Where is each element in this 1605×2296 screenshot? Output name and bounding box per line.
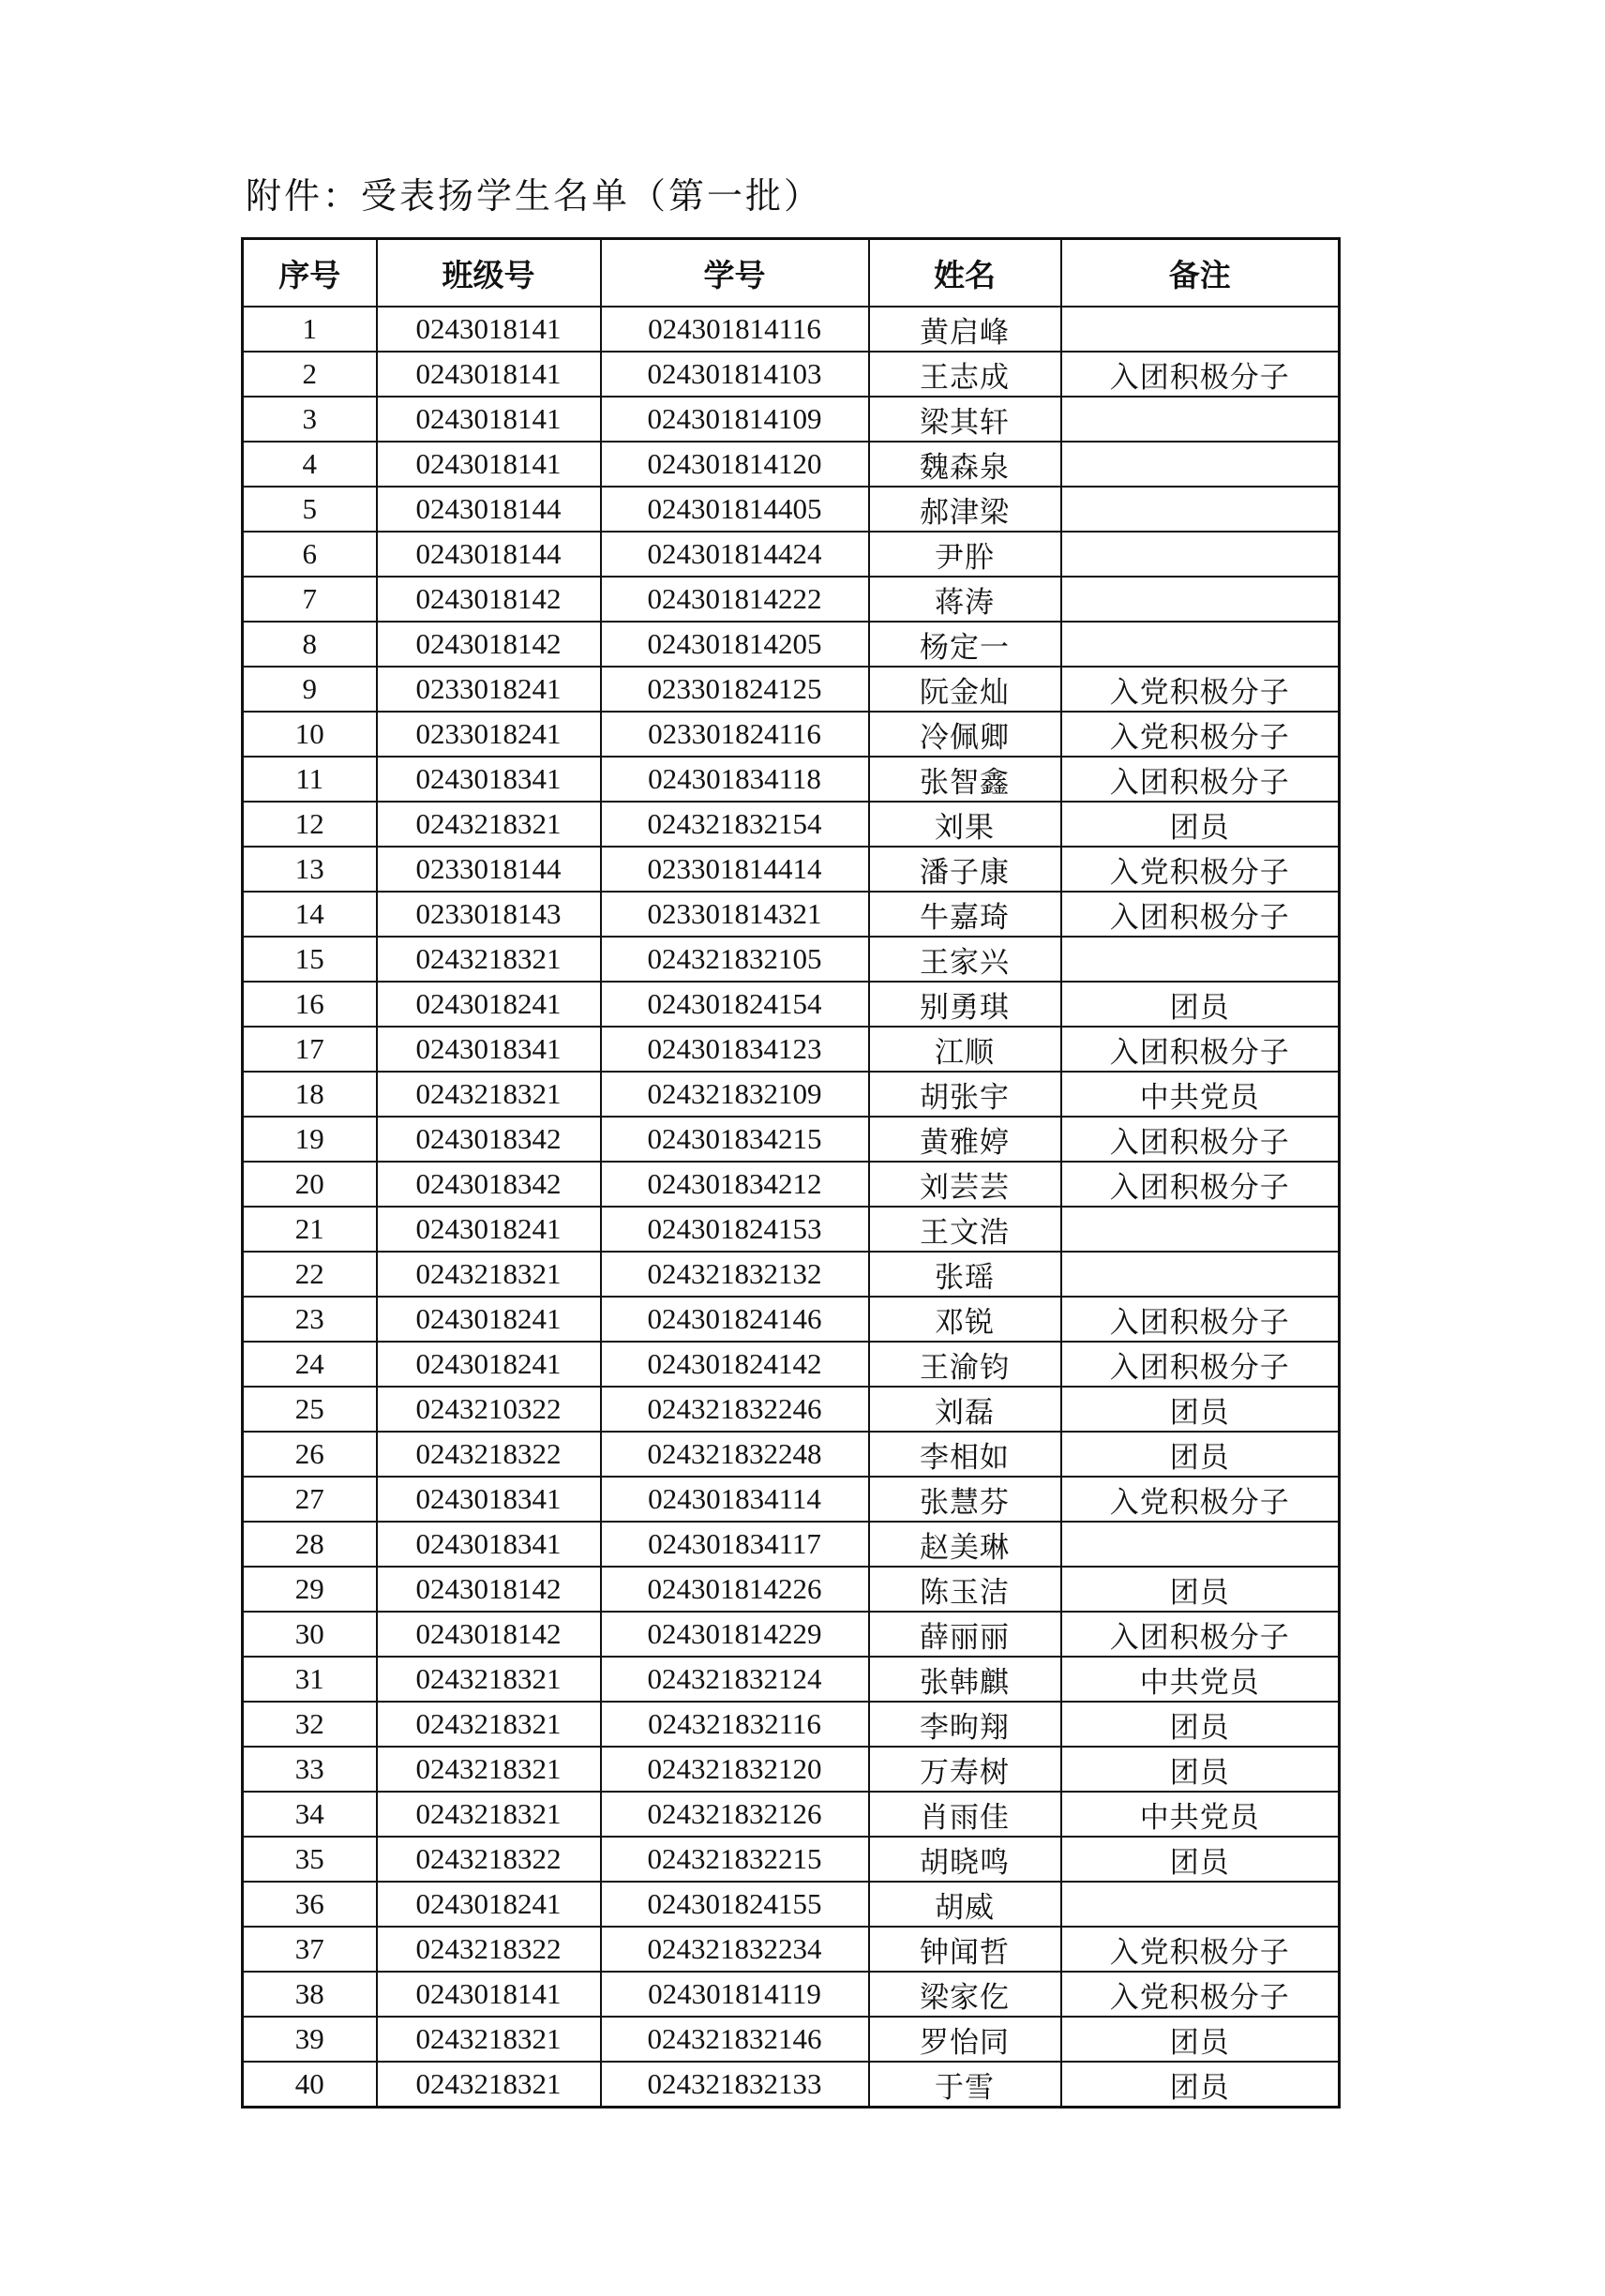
cell-index: 26 — [243, 1432, 377, 1477]
cell-remark: 团员 — [1061, 2017, 1340, 2062]
cell-remark: 入团积极分子 — [1061, 892, 1340, 937]
cell-name: 李昫翔 — [869, 1702, 1061, 1747]
cell-name: 胡晓鸣 — [869, 1837, 1061, 1882]
table-row — [243, 982, 1340, 1027]
table-row — [243, 1612, 1340, 1657]
cell-remark — [1061, 307, 1340, 352]
cell-class-number: 0243018342 — [377, 1117, 601, 1162]
cell-student-number: 024301834118 — [601, 757, 869, 802]
cell-remark: 中共党员 — [1061, 1657, 1340, 1702]
cell-class-number: 0233018144 — [377, 847, 601, 892]
cell-remark: 团员 — [1061, 1387, 1340, 1432]
cell-class-number: 0243218321 — [377, 1702, 601, 1747]
cell-remark: 团员 — [1061, 1747, 1340, 1792]
table-row — [243, 1702, 1340, 1747]
cell-student-number: 024321832116 — [601, 1702, 869, 1747]
table-row — [243, 1117, 1340, 1162]
cell-index: 33 — [243, 1747, 377, 1792]
cell-index: 1 — [243, 307, 377, 352]
table-row — [243, 1522, 1340, 1567]
cell-remark: 团员 — [1061, 1702, 1340, 1747]
cell-class-number: 0243018341 — [377, 1477, 601, 1522]
cell-name: 别勇琪 — [869, 982, 1061, 1027]
cell-index: 10 — [243, 712, 377, 757]
table-row — [243, 2017, 1340, 2062]
cell-class-number: 0243018241 — [377, 1207, 601, 1252]
cell-student-number: 024301814109 — [601, 397, 869, 442]
header-student-number: 学号 — [601, 239, 869, 308]
cell-remark — [1061, 1252, 1340, 1297]
table-row — [243, 1342, 1340, 1387]
cell-name: 江顺 — [869, 1027, 1061, 1072]
cell-name: 张瑶 — [869, 1252, 1061, 1297]
cell-student-number: 024301834123 — [601, 1027, 869, 1072]
cell-index: 22 — [243, 1252, 377, 1297]
table-row — [243, 577, 1340, 622]
cell-index: 37 — [243, 1927, 377, 1972]
cell-index: 9 — [243, 667, 377, 712]
cell-index: 23 — [243, 1297, 377, 1342]
cell-class-number: 0243218321 — [377, 2017, 601, 2062]
cell-index: 28 — [243, 1522, 377, 1567]
header-name: 姓名 — [869, 239, 1061, 308]
cell-class-number: 0243218321 — [377, 1747, 601, 1792]
cell-remark: 入团积极分子 — [1061, 1612, 1340, 1657]
cell-class-number: 0243018241 — [377, 1297, 601, 1342]
cell-student-number: 024301824154 — [601, 982, 869, 1027]
cell-name: 刘果 — [869, 802, 1061, 847]
cell-name: 梁其轩 — [869, 397, 1061, 442]
cell-class-number: 0243018341 — [377, 1027, 601, 1072]
cell-name: 张慧芬 — [869, 1477, 1061, 1522]
cell-remark: 中共党员 — [1061, 1792, 1340, 1837]
cell-class-number: 0243218321 — [377, 1072, 601, 1117]
cell-class-number: 0243218321 — [377, 2062, 601, 2108]
cell-name: 陈玉洁 — [869, 1567, 1061, 1612]
table-row — [243, 937, 1340, 982]
cell-class-number: 0243018141 — [377, 442, 601, 487]
cell-index: 20 — [243, 1162, 377, 1207]
cell-class-number: 0243018241 — [377, 1882, 601, 1927]
table-row — [243, 352, 1340, 397]
cell-index: 29 — [243, 1567, 377, 1612]
cell-class-number: 0243218321 — [377, 1252, 601, 1297]
cell-name: 尹肸 — [869, 532, 1061, 577]
table-row — [243, 712, 1340, 757]
cell-class-number: 0243018341 — [377, 757, 601, 802]
cell-index: 17 — [243, 1027, 377, 1072]
cell-class-number: 0243018142 — [377, 577, 601, 622]
cell-index: 40 — [243, 2062, 377, 2108]
table-row — [243, 1207, 1340, 1252]
table-row — [243, 442, 1340, 487]
cell-name: 张智鑫 — [869, 757, 1061, 802]
cell-remark: 入团积极分子 — [1061, 1162, 1340, 1207]
table-row — [243, 667, 1340, 712]
table-row — [243, 1837, 1340, 1882]
cell-index: 25 — [243, 1387, 377, 1432]
table-row — [243, 1927, 1340, 1972]
table-row — [243, 532, 1340, 577]
cell-name: 张韩麒 — [869, 1657, 1061, 1702]
table-row — [243, 1297, 1340, 1342]
cell-index: 15 — [243, 937, 377, 982]
cell-name: 阮金灿 — [869, 667, 1061, 712]
cell-remark — [1061, 397, 1340, 442]
cell-remark: 团员 — [1061, 2062, 1340, 2108]
cell-remark: 团员 — [1061, 982, 1340, 1027]
cell-student-number: 024301814222 — [601, 577, 869, 622]
table-row — [243, 1072, 1340, 1117]
cell-index: 7 — [243, 577, 377, 622]
table-header-row — [243, 239, 1340, 308]
cell-class-number: 0243018241 — [377, 1342, 601, 1387]
cell-class-number: 0243018141 — [377, 352, 601, 397]
cell-student-number: 024301834212 — [601, 1162, 869, 1207]
cell-student-number: 024321832248 — [601, 1432, 869, 1477]
cell-index: 21 — [243, 1207, 377, 1252]
table-row — [243, 847, 1340, 892]
cell-student-number: 024321832154 — [601, 802, 869, 847]
cell-index: 32 — [243, 1702, 377, 1747]
cell-student-number: 024301824155 — [601, 1882, 869, 1927]
cell-index: 36 — [243, 1882, 377, 1927]
cell-index: 2 — [243, 352, 377, 397]
cell-index: 24 — [243, 1342, 377, 1387]
cell-index: 13 — [243, 847, 377, 892]
cell-class-number: 0243018241 — [377, 982, 601, 1027]
cell-student-number: 024301814103 — [601, 352, 869, 397]
cell-class-number: 0243210322 — [377, 1387, 601, 1432]
cell-remark — [1061, 1882, 1340, 1927]
cell-class-number: 0243018141 — [377, 307, 601, 352]
cell-name: 薛丽丽 — [869, 1612, 1061, 1657]
table-row — [243, 307, 1340, 352]
cell-name: 胡威 — [869, 1882, 1061, 1927]
cell-student-number: 024301814424 — [601, 532, 869, 577]
table-row — [243, 1252, 1340, 1297]
cell-name: 罗怡同 — [869, 2017, 1061, 2062]
cell-class-number: 0243018342 — [377, 1162, 601, 1207]
cell-remark: 入党积极分子 — [1061, 1972, 1340, 2017]
cell-remark — [1061, 442, 1340, 487]
cell-index: 8 — [243, 622, 377, 667]
cell-remark: 团员 — [1061, 1837, 1340, 1882]
cell-name: 王渝钧 — [869, 1342, 1061, 1387]
cell-student-number: 024301824153 — [601, 1207, 869, 1252]
cell-class-number: 0243018142 — [377, 622, 601, 667]
cell-student-number: 024301814205 — [601, 622, 869, 667]
header-class-number: 班级号 — [377, 239, 601, 308]
cell-class-number: 0243018144 — [377, 532, 601, 577]
table-row — [243, 487, 1340, 532]
cell-index: 30 — [243, 1612, 377, 1657]
cell-name: 王文浩 — [869, 1207, 1061, 1252]
cell-name: 梁家仡 — [869, 1972, 1061, 2017]
cell-name: 王家兴 — [869, 937, 1061, 982]
table-row — [243, 1657, 1340, 1702]
cell-class-number: 0243018341 — [377, 1522, 601, 1567]
cell-remark — [1061, 487, 1340, 532]
table-row — [243, 1477, 1340, 1522]
table-row — [243, 2062, 1340, 2108]
table-row — [243, 397, 1340, 442]
cell-remark — [1061, 1522, 1340, 1567]
table-row — [243, 1027, 1340, 1072]
table-row — [243, 622, 1340, 667]
cell-name: 于雪 — [869, 2062, 1061, 2108]
cell-student-number: 024301814226 — [601, 1567, 869, 1612]
cell-class-number: 0243018141 — [377, 1972, 601, 2017]
cell-name: 蒋涛 — [869, 577, 1061, 622]
cell-student-number: 023301814321 — [601, 892, 869, 937]
table-row — [243, 1567, 1340, 1612]
table-row — [243, 1972, 1340, 2017]
cell-class-number: 0243218322 — [377, 1927, 601, 1972]
cell-index: 34 — [243, 1792, 377, 1837]
cell-index: 19 — [243, 1117, 377, 1162]
cell-class-number: 0243018144 — [377, 487, 601, 532]
cell-name: 肖雨佳 — [869, 1792, 1061, 1837]
cell-student-number: 024301834215 — [601, 1117, 869, 1162]
cell-index: 27 — [243, 1477, 377, 1522]
cell-index: 39 — [243, 2017, 377, 2062]
table-row — [243, 1387, 1340, 1432]
cell-remark: 入党积极分子 — [1061, 1927, 1340, 1972]
cell-student-number: 024321832109 — [601, 1072, 869, 1117]
cell-remark: 团员 — [1061, 1432, 1340, 1477]
cell-index: 14 — [243, 892, 377, 937]
cell-student-number: 024321832132 — [601, 1252, 869, 1297]
cell-class-number: 0243218321 — [377, 1792, 601, 1837]
cell-student-number: 024321832234 — [601, 1927, 869, 1972]
cell-name: 钟闻哲 — [869, 1927, 1061, 1972]
cell-remark: 入团积极分子 — [1061, 1027, 1340, 1072]
table-row — [243, 892, 1340, 937]
cell-remark — [1061, 937, 1340, 982]
cell-index: 16 — [243, 982, 377, 1027]
cell-name: 胡张宇 — [869, 1072, 1061, 1117]
cell-name: 万寿树 — [869, 1747, 1061, 1792]
cell-remark: 入团积极分子 — [1061, 1297, 1340, 1342]
cell-index: 5 — [243, 487, 377, 532]
cell-name: 李相如 — [869, 1432, 1061, 1477]
cell-student-number: 024321832124 — [601, 1657, 869, 1702]
cell-name: 黄启峰 — [869, 307, 1061, 352]
cell-name: 王志成 — [869, 352, 1061, 397]
cell-student-number: 024321832246 — [601, 1387, 869, 1432]
cell-student-number: 024301814405 — [601, 487, 869, 532]
cell-name: 冷佩卿 — [869, 712, 1061, 757]
cell-index: 11 — [243, 757, 377, 802]
cell-name: 魏森泉 — [869, 442, 1061, 487]
student-list-table — [241, 237, 1341, 2108]
cell-remark — [1061, 577, 1340, 622]
cell-index: 12 — [243, 802, 377, 847]
cell-name: 黄雅婷 — [869, 1117, 1061, 1162]
cell-student-number: 024321832120 — [601, 1747, 869, 1792]
cell-index: 31 — [243, 1657, 377, 1702]
cell-remark — [1061, 1207, 1340, 1252]
cell-student-number: 024321832133 — [601, 2062, 869, 2108]
cell-student-number: 024301814116 — [601, 307, 869, 352]
cell-name: 刘磊 — [869, 1387, 1061, 1432]
cell-class-number: 0243018142 — [377, 1567, 601, 1612]
cell-remark: 入团积极分子 — [1061, 1342, 1340, 1387]
cell-name: 邓锐 — [869, 1297, 1061, 1342]
cell-student-number: 023301824116 — [601, 712, 869, 757]
cell-index: 38 — [243, 1972, 377, 2017]
table-row — [243, 1747, 1340, 1792]
cell-name: 潘子康 — [869, 847, 1061, 892]
cell-student-number: 024301814119 — [601, 1972, 869, 2017]
cell-student-number: 024301824146 — [601, 1297, 869, 1342]
cell-student-number: 024301824142 — [601, 1342, 869, 1387]
cell-name: 赵美琳 — [869, 1522, 1061, 1567]
cell-class-number: 0243218322 — [377, 1432, 601, 1477]
cell-student-number: 024301834117 — [601, 1522, 869, 1567]
cell-remark: 入党积极分子 — [1061, 667, 1340, 712]
cell-remark: 入党积极分子 — [1061, 1477, 1340, 1522]
cell-remark: 入团积极分子 — [1061, 757, 1340, 802]
cell-student-number: 024301814120 — [601, 442, 869, 487]
cell-index: 35 — [243, 1837, 377, 1882]
cell-name: 牛嘉琦 — [869, 892, 1061, 937]
page-title: 附件：受表扬学生名单（第一批） — [246, 175, 823, 217]
cell-student-number: 023301814414 — [601, 847, 869, 892]
table-body — [243, 307, 1340, 2108]
cell-remark: 入团积极分子 — [1061, 352, 1340, 397]
cell-name: 郝津梁 — [869, 487, 1061, 532]
header-remark: 备注 — [1061, 239, 1340, 308]
cell-remark — [1061, 622, 1340, 667]
cell-student-number: 024321832146 — [601, 2017, 869, 2062]
cell-index: 18 — [243, 1072, 377, 1117]
cell-class-number: 0243218322 — [377, 1837, 601, 1882]
cell-class-number: 0243018141 — [377, 397, 601, 442]
cell-class-number: 0243218321 — [377, 802, 601, 847]
table-row — [243, 1792, 1340, 1837]
cell-remark: 入团积极分子 — [1061, 1117, 1340, 1162]
cell-class-number: 0233018143 — [377, 892, 601, 937]
cell-index: 4 — [243, 442, 377, 487]
cell-class-number: 0243018142 — [377, 1612, 601, 1657]
cell-student-number: 024321832126 — [601, 1792, 869, 1837]
table-row — [243, 1162, 1340, 1207]
cell-name: 杨定一 — [869, 622, 1061, 667]
cell-remark: 团员 — [1061, 802, 1340, 847]
cell-remark — [1061, 532, 1340, 577]
cell-remark: 中共党员 — [1061, 1072, 1340, 1117]
cell-class-number: 0233018241 — [377, 712, 601, 757]
cell-student-number: 024321832215 — [601, 1837, 869, 1882]
cell-remark: 入党积极分子 — [1061, 712, 1340, 757]
cell-index: 3 — [243, 397, 377, 442]
cell-remark: 团员 — [1061, 1567, 1340, 1612]
table-row — [243, 1432, 1340, 1477]
cell-index: 6 — [243, 532, 377, 577]
table-row — [243, 802, 1340, 847]
cell-student-number: 024301834114 — [601, 1477, 869, 1522]
table-row — [243, 757, 1340, 802]
cell-student-number: 023301824125 — [601, 667, 869, 712]
cell-class-number: 0233018241 — [377, 667, 601, 712]
cell-remark: 入党积极分子 — [1061, 847, 1340, 892]
cell-class-number: 0243218321 — [377, 937, 601, 982]
table-row — [243, 1882, 1340, 1927]
cell-student-number: 024321832105 — [601, 937, 869, 982]
cell-name: 刘芸芸 — [869, 1162, 1061, 1207]
header-index: 序号 — [243, 239, 377, 308]
cell-student-number: 024301814229 — [601, 1612, 869, 1657]
cell-class-number: 0243218321 — [377, 1657, 601, 1702]
